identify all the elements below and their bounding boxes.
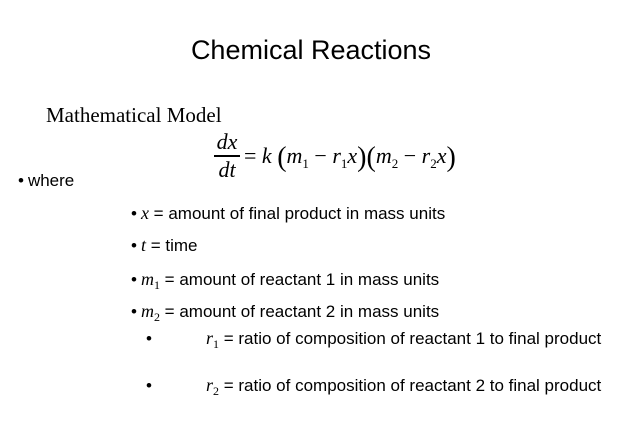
- equals-sign: =: [244, 143, 257, 168]
- variable-description: = ratio of composition of reactant 2 to final product: [219, 376, 602, 395]
- x-symbol: x: [436, 143, 447, 168]
- where-text: where: [27, 171, 75, 190]
- variable-subscript: 2: [213, 384, 220, 398]
- m2-subscript: 2: [391, 156, 399, 171]
- variable-symbol: m: [140, 301, 154, 321]
- fraction-denominator: dt: [218, 156, 236, 182]
- variable-symbol: x: [140, 203, 149, 223]
- where-bullet: [18, 170, 74, 192]
- close-paren: ): [357, 142, 367, 173]
- x-symbol: x: [347, 143, 358, 168]
- variable-subscript: 2: [153, 310, 160, 324]
- minus-sign: −: [403, 143, 417, 168]
- r1-subscript: 1: [340, 156, 348, 171]
- variable-description: = time: [145, 236, 198, 255]
- variable-description: = amount of reactant 2 in mass units: [159, 302, 440, 321]
- sub-list-item: [206, 375, 616, 402]
- r2-subscript: 2: [430, 156, 437, 171]
- equation-rhs: [244, 142, 456, 174]
- variable-description: = amount of reactant 1 in mass units: [159, 270, 440, 289]
- fraction-numerator: dx: [216, 129, 238, 154]
- bullet-dot: •: [131, 204, 137, 223]
- list-item: [131, 300, 439, 328]
- bullet-dot: •: [131, 302, 137, 321]
- slide-title: Chemical Reactions: [190, 35, 432, 65]
- r2-symbol: r: [421, 143, 431, 168]
- close-paren: ): [446, 142, 456, 173]
- list-item: [131, 234, 197, 262]
- bullet-dot: •: [18, 171, 24, 190]
- variable-description: = ratio of composition of reactant 1 to final product: [219, 329, 602, 348]
- sub-list-item: [206, 328, 616, 355]
- variable-subscript: 1: [153, 278, 160, 292]
- variable-subscript: 1: [213, 337, 220, 351]
- open-paren: (: [277, 142, 287, 173]
- list-item: [131, 202, 445, 230]
- bullet-dot: •: [131, 270, 137, 289]
- variable-symbol: t: [140, 235, 146, 255]
- open-paren: (: [366, 142, 376, 173]
- variable-description: = amount of final product in mass units: [148, 204, 446, 223]
- variable-symbol: r: [206, 328, 214, 348]
- r1-symbol: r: [332, 143, 341, 168]
- bullet-dot: •: [146, 329, 152, 348]
- variable-symbol: r: [206, 375, 214, 395]
- minus-sign: −: [314, 143, 327, 168]
- derivative-fraction: [214, 130, 240, 182]
- m1-symbol: m: [286, 143, 303, 168]
- m2-symbol: m: [375, 143, 392, 168]
- list-item: [131, 268, 439, 296]
- bullet-dot: •: [131, 236, 137, 255]
- model-label: Mathematical Model: [46, 103, 222, 127]
- rate-constant: k: [261, 143, 272, 168]
- m1-subscript: 1: [302, 156, 309, 171]
- variable-symbol: m: [140, 269, 154, 289]
- bullet-dot: •: [146, 376, 152, 395]
